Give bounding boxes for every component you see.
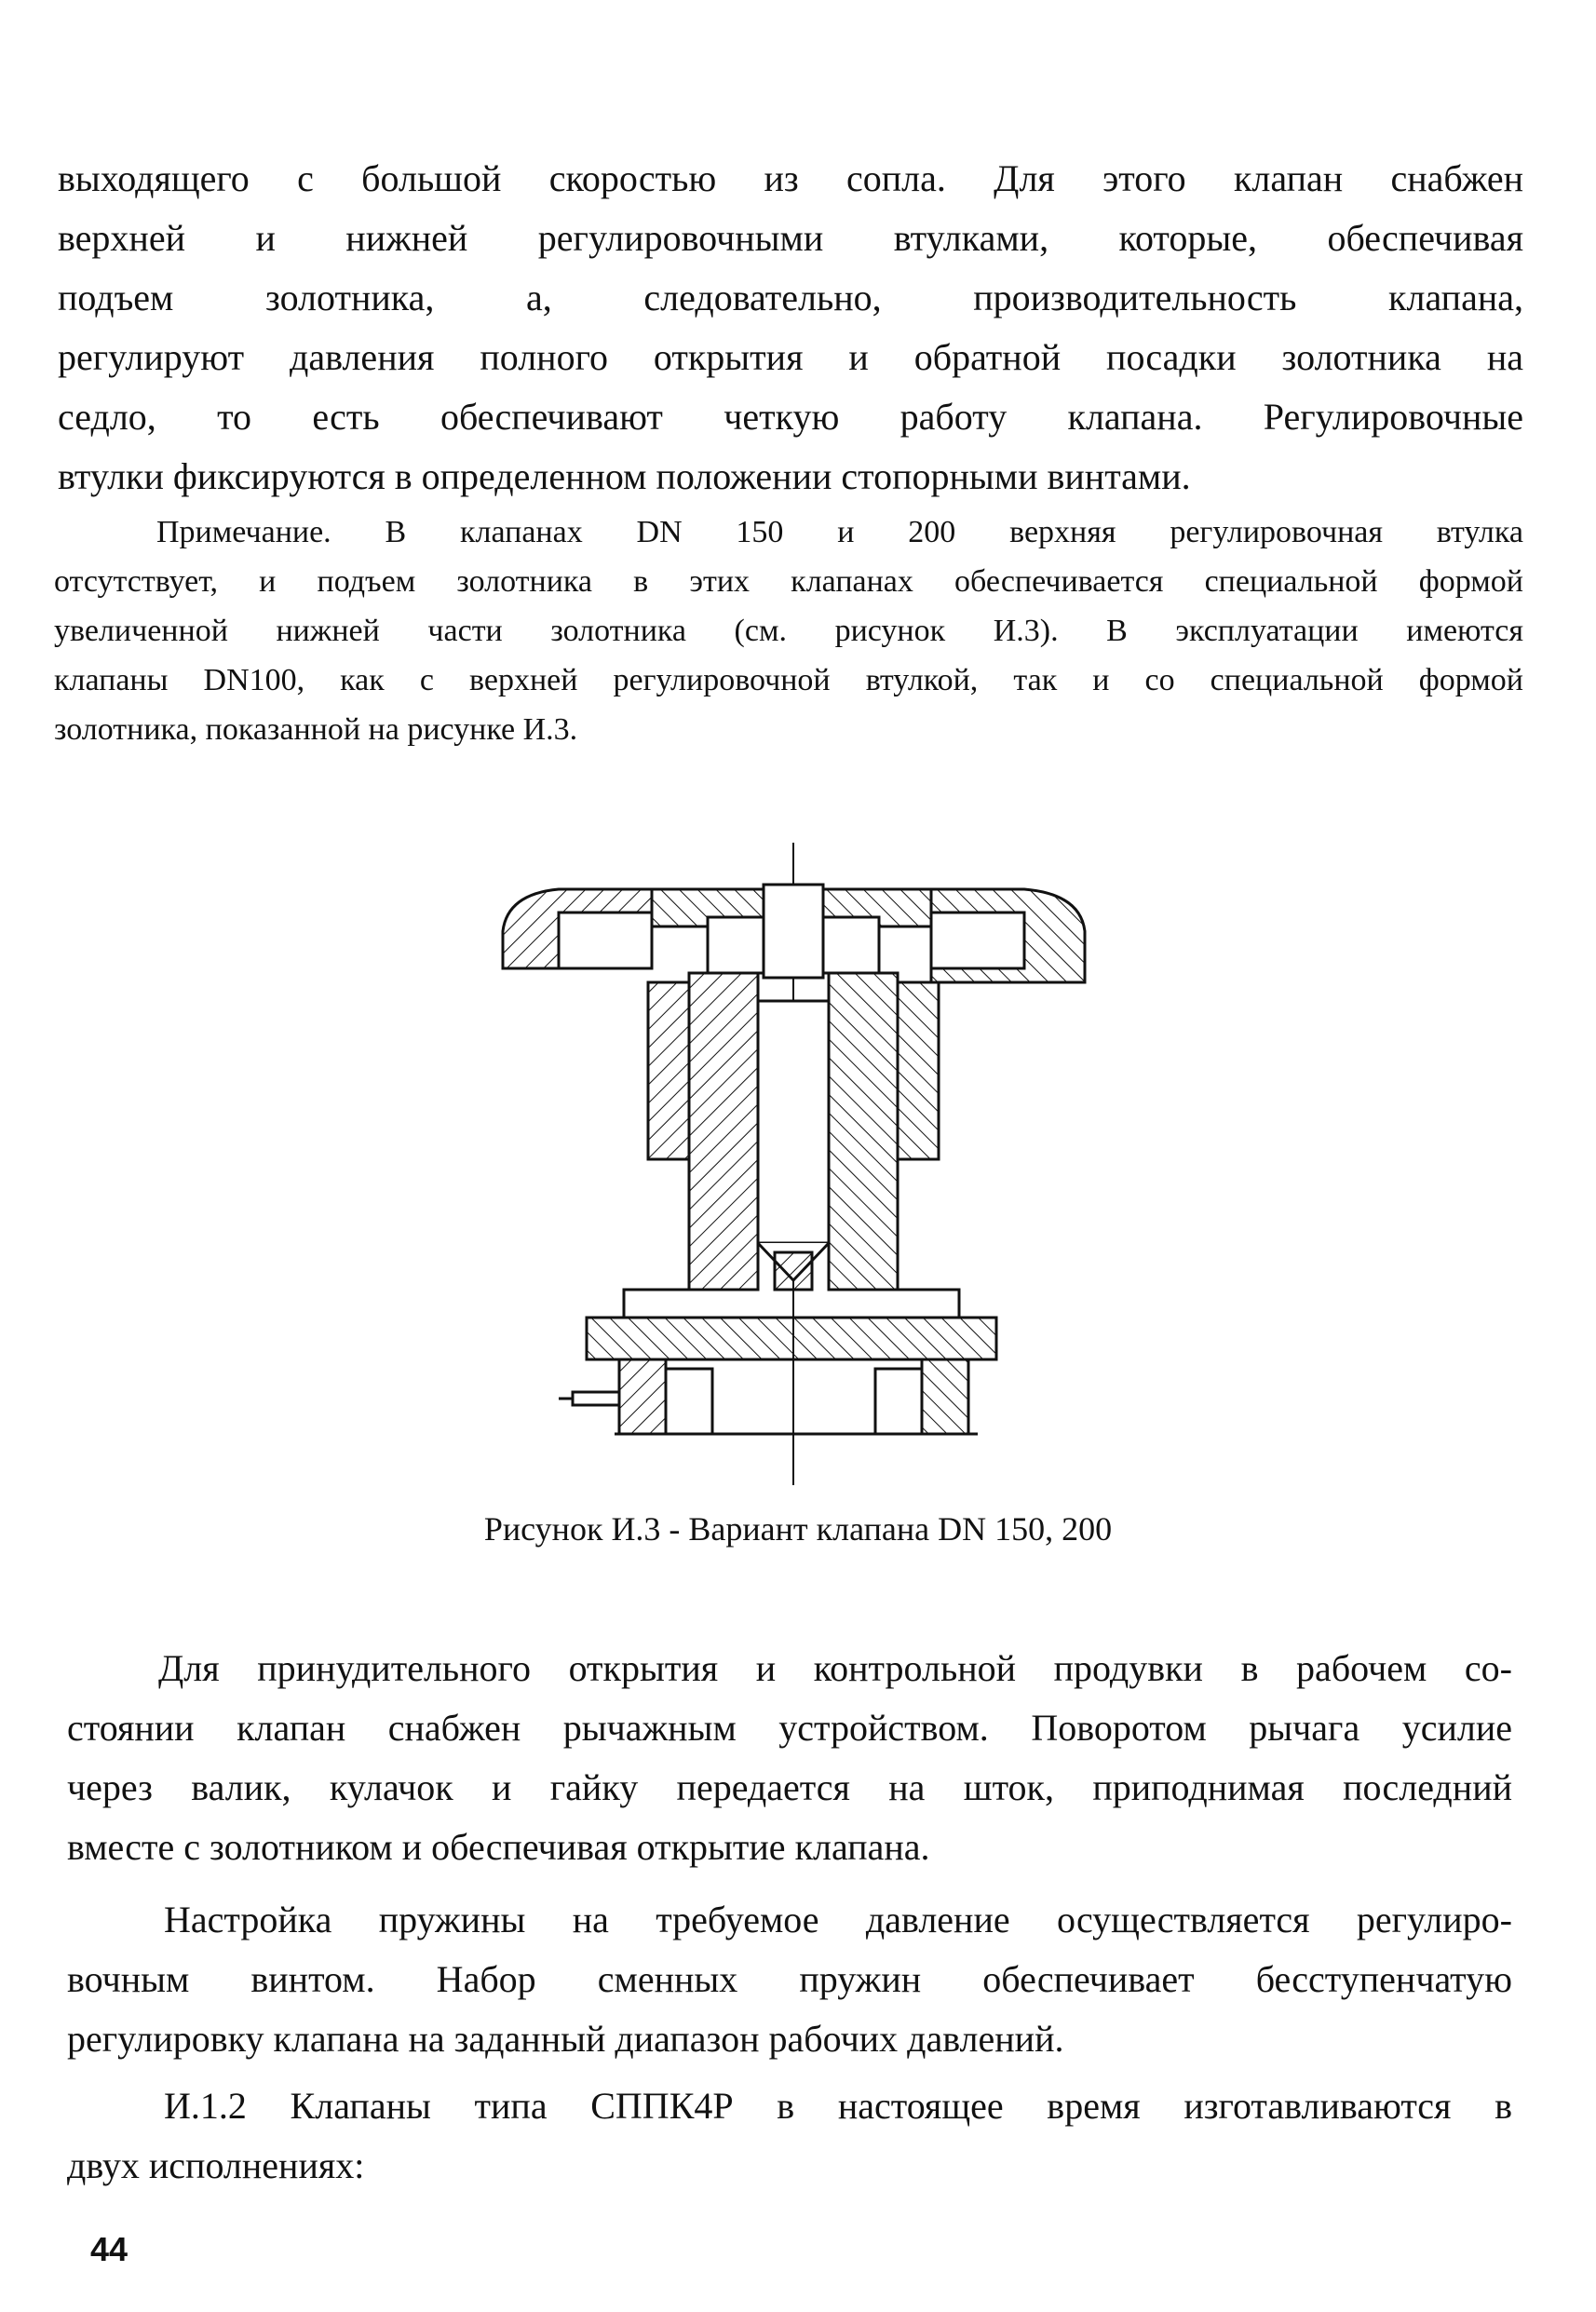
paragraph-2-line: Для принудительного открытия и контрольной продувки в рабочем со- bbox=[158, 1647, 1512, 1689]
paragraph-1-line: подъем золотника, а, следовательно, производительность клапана, bbox=[58, 277, 1523, 318]
note-line: клапаны DN100, как с верхней регулировочной втулкой, так и со специальной формой bbox=[54, 663, 1523, 697]
paragraph-4-line: двух исполнениях: bbox=[67, 2144, 365, 2186]
paragraph-1-line: втулки фиксируются в определенном положении стопорными винтами. bbox=[58, 455, 1191, 497]
paragraph-2-line: вместе с золотником и обеспечивая открытие клапана. bbox=[67, 1826, 930, 1868]
paragraph-2-line: через валик, кулачок и гайку передается на шток, приподнимая последний bbox=[67, 1766, 1512, 1808]
paragraph-1 bbox=[58, 149, 1523, 507]
note-line: отсутствует, и подъем золотника в этих клапанах обеспечивается специальной формой bbox=[54, 564, 1523, 599]
paragraph-3 bbox=[67, 1890, 1512, 2069]
paragraph-3-line: Настройка пружины на требуемое давление осуществляется регулиро- bbox=[164, 1899, 1512, 1940]
note-line: увеличенной нижней части золотника (см. рисунок И.3). В эксплуатации имеются bbox=[54, 614, 1523, 648]
paragraph-3-line: вочным винтом. Набор сменных пружин обеспечивает бесступенчатую bbox=[67, 1958, 1512, 2000]
paragraph-4-line: И.1.2 Клапаны типа СППК4Р в настоящее время изготавливаются в bbox=[164, 2085, 1512, 2127]
valve-section-drawing bbox=[484, 843, 1089, 1494]
paragraph-1-line: регулируют давления полного открытия и обратной посадки золотника на bbox=[58, 336, 1523, 378]
paragraph-3-line: регулировку клапана на заданный диапазон рабочих давлений. bbox=[67, 2018, 1064, 2060]
paragraph-4 bbox=[67, 2076, 1512, 2196]
paragraph-1-line: седло, то есть обеспечивают четкую работу клапана. Регулировочные bbox=[58, 396, 1523, 438]
note-block bbox=[54, 507, 1523, 754]
note-line: Примечание. В клапанах DN 150 и 200 верхняя регулировочная втулка bbox=[156, 515, 1523, 549]
paragraph-1-line: выходящего с большой скоростью из сопла. Для этого клапан снабжен bbox=[58, 157, 1523, 199]
page-number: 44 bbox=[90, 2230, 128, 2268]
paragraph-1-line: верхней и нижней регулировочными втулками, которые, обеспечивая bbox=[58, 217, 1523, 259]
figure-caption: Рисунок И.3 - Вариант клапана DN 150, 200 bbox=[483, 1510, 1113, 1548]
note-line: золотника, показанной на рисунке И.3. bbox=[54, 712, 578, 747]
paragraph-2-line: стоянии клапан снабжен рычажным устройством. Поворотом рычага усилие bbox=[67, 1707, 1512, 1749]
paragraph-2 bbox=[67, 1639, 1512, 1877]
